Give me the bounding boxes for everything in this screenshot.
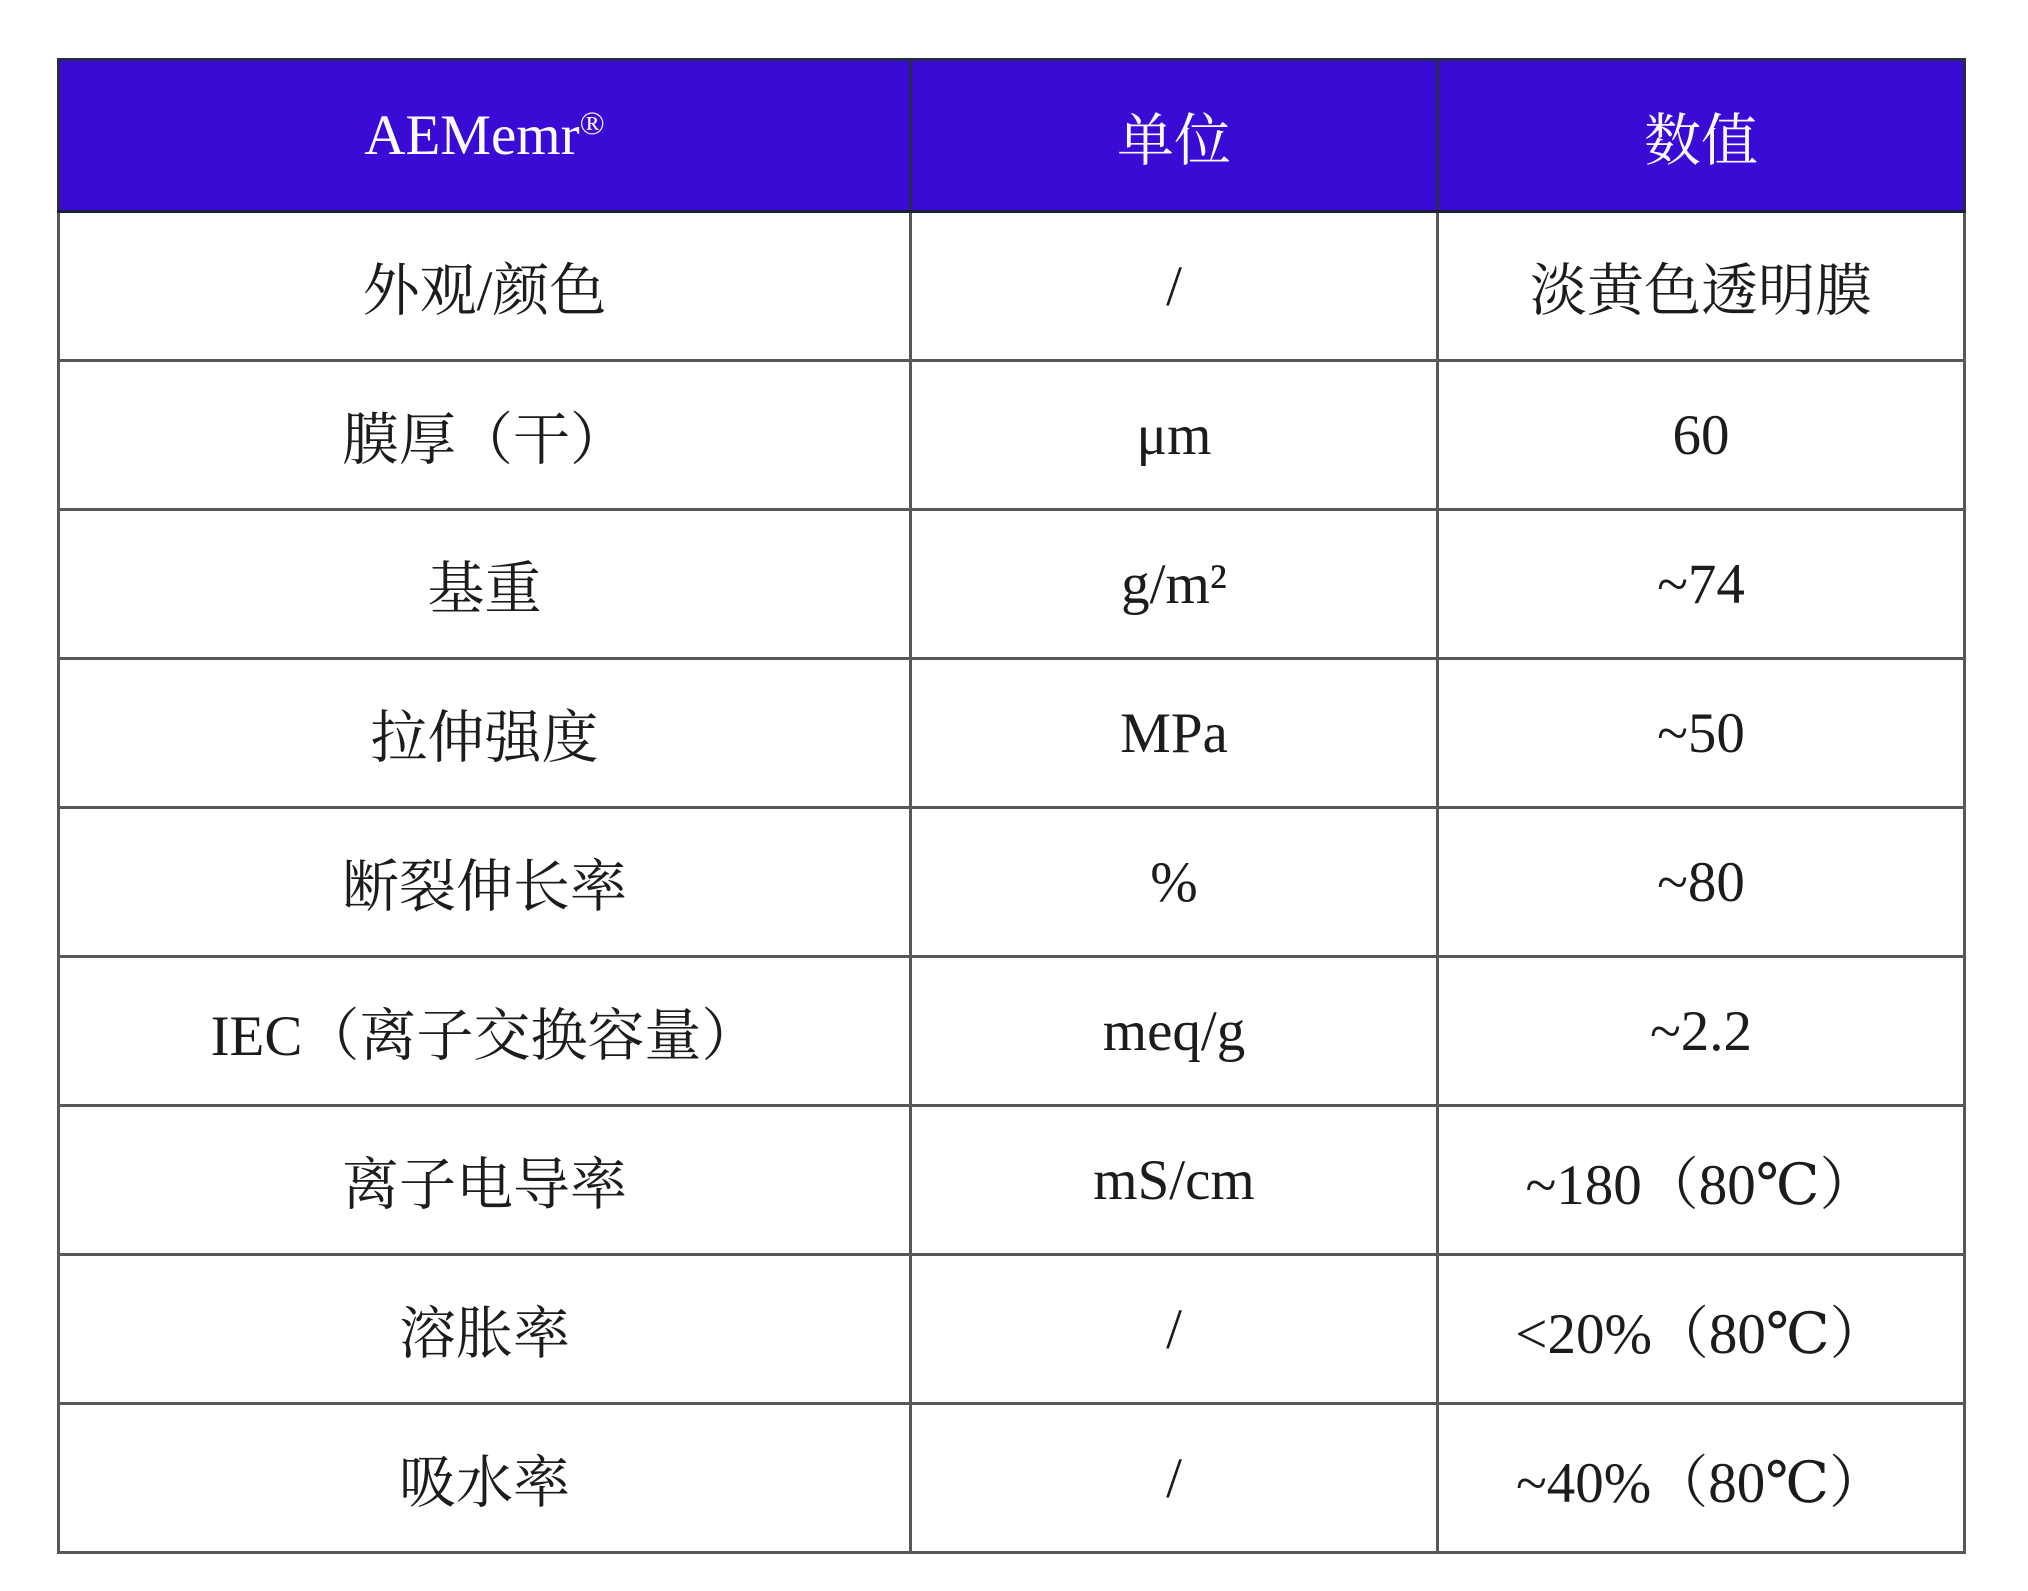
table-row — [59, 957, 1965, 1106]
table-row — [59, 212, 1965, 361]
header-row — [59, 60, 1965, 212]
value-cell: ~180（80℃） — [1438, 1106, 1965, 1255]
property-cell: IEC（离子交换容量） — [59, 957, 911, 1106]
property-cell: 膜厚（干） — [59, 361, 911, 510]
value-cell: <20%（80℃） — [1438, 1255, 1965, 1404]
header-product-cell — [59, 60, 911, 212]
unit-cell: meq/g — [911, 957, 1438, 1106]
value-cell: 淡黄色透明膜 — [1438, 212, 1965, 361]
unit-cell: mS/cm — [911, 1106, 1438, 1255]
value-cell: ~74 — [1438, 510, 1965, 659]
table-row — [59, 1404, 1965, 1553]
table-row — [59, 1255, 1965, 1404]
unit-cell: / — [911, 1404, 1438, 1553]
table-row — [59, 510, 1965, 659]
table-row — [59, 808, 1965, 957]
value-cell: ~2.2 — [1438, 957, 1965, 1106]
registered-trademark-mark: ® — [579, 106, 605, 142]
unit-cell: / — [911, 212, 1438, 361]
property-cell: 断裂伸长率 — [59, 808, 911, 957]
header-value-cell: 数值 — [1438, 60, 1965, 212]
product-name: AEMemr — [364, 104, 580, 167]
membrane-spec-table — [57, 58, 1966, 1554]
property-cell: 基重 — [59, 510, 911, 659]
value-cell: ~50 — [1438, 659, 1965, 808]
table-header — [59, 60, 1965, 212]
table-body — [59, 212, 1965, 1553]
property-cell: 吸水率 — [59, 1404, 911, 1553]
unit-cell: % — [911, 808, 1438, 957]
unit-cell: / — [911, 1255, 1438, 1404]
property-cell: 离子电导率 — [59, 1106, 911, 1255]
unit-cell: MPa — [911, 659, 1438, 808]
table-row — [59, 1106, 1965, 1255]
value-cell: ~80 — [1438, 808, 1965, 957]
property-cell: 外观/颜色 — [59, 212, 911, 361]
table-row — [59, 659, 1965, 808]
unit-cell: g/m² — [911, 510, 1438, 659]
header-unit-cell: 单位 — [911, 60, 1438, 212]
table-row — [59, 361, 1965, 510]
unit-cell: μm — [911, 361, 1438, 510]
value-cell: 60 — [1438, 361, 1965, 510]
membrane-spec-table-container — [57, 58, 1966, 1554]
property-cell: 拉伸强度 — [59, 659, 911, 808]
property-cell: 溶胀率 — [59, 1255, 911, 1404]
value-cell: ~40%（80℃） — [1438, 1404, 1965, 1553]
